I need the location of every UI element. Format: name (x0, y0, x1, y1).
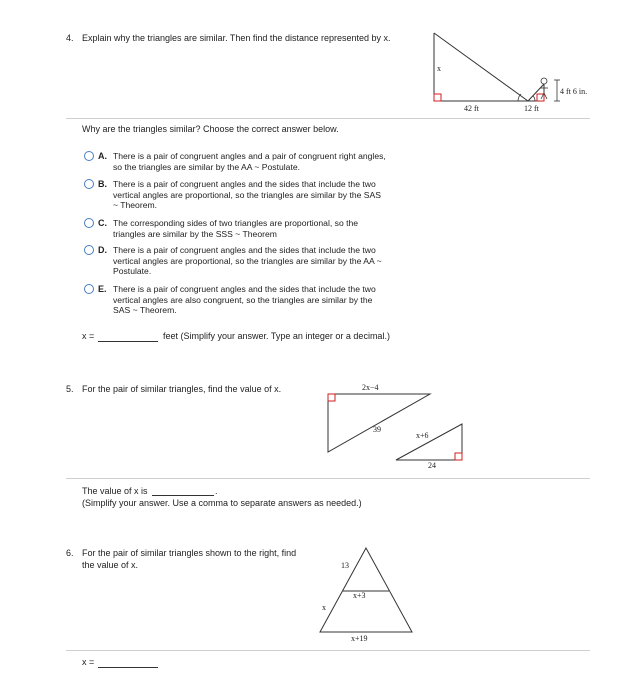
q4-angle-arc-2 (533, 96, 535, 101)
q4-option-b-line-2: vertical angles are proportional, so the triangles are similar by the SAS (113, 189, 381, 200)
q6-label-x: x (322, 603, 326, 612)
q6-prompt-line-1: For the pair of similar triangles shown to the right, find (82, 548, 297, 558)
q4-option-d-line-2: vertical angles are proportional, so the triangles are similar by the AA ~ (113, 255, 382, 266)
q5-label-hyp: 39 (373, 425, 381, 434)
q4-option-a-letter: A. (98, 151, 107, 161)
q4-option-e-text[interactable] (113, 284, 376, 316)
q4-option-e-line-2: vertical angles are also congruent, so the triangles are similar by the (113, 294, 373, 305)
q5-figure (320, 380, 470, 472)
q5-answer-label: The value of x is (82, 486, 148, 496)
q4-label-42ft: 42 ft (464, 104, 479, 113)
q4-right-angle-left (434, 94, 441, 101)
q6-prompt-line-2: the value of x. (82, 559, 139, 570)
q6-prompt (82, 548, 296, 571)
q5-answer-input[interactable] (152, 495, 214, 496)
q4-option-c-radio[interactable] (84, 218, 94, 228)
q4-option-a-text[interactable] (113, 151, 386, 172)
q6-answer-input[interactable] (98, 667, 158, 668)
q4-subprompt: Why are the triangles similar? Choose the correct answer below. (82, 124, 339, 134)
q5-answer-hint: (Simplify your answer. Use a comma to separate answers as needed.) (82, 498, 362, 508)
q4-number: 4. (66, 33, 74, 43)
q4-option-b-text[interactable] (113, 179, 381, 211)
q4-option-d-line-1: There is a pair of congruent angles and the sides that include the two (113, 245, 376, 255)
q4-option-d-text[interactable] (113, 245, 382, 277)
q4-person-head (541, 78, 547, 84)
q4-option-d-radio[interactable] (84, 245, 94, 255)
q4-option-a-line-1: There is a pair of congruent angles and a pair of congruent right angles, (113, 151, 386, 161)
q6-label-13: 13 (341, 561, 349, 570)
q4-label-height: 4 ft 6 in. (560, 87, 588, 96)
q5-right-angle-small (455, 453, 462, 460)
q6-answer-label: x = (82, 657, 95, 667)
q4-label-x: x (437, 64, 441, 73)
q4-option-b-radio[interactable] (84, 179, 94, 189)
q4-option-c-letter: C. (98, 218, 107, 228)
q4-option-d-letter: D. (98, 245, 107, 255)
q4-option-e-radio[interactable] (84, 284, 94, 294)
q4-option-e-letter: E. (98, 284, 107, 294)
q4-prompt: Explain why the triangles are similar. Then find the distance represented by x. (82, 33, 391, 43)
q4-option-b-line-3: ~ Theorem. (113, 200, 158, 211)
q5-label-top: 2x−4 (362, 383, 379, 392)
q6-number: 6. (66, 548, 74, 558)
q4-option-d-line-3: Postulate. (113, 266, 152, 277)
q6-divider (66, 650, 590, 651)
q5-answer-end: . (215, 486, 218, 496)
q5-small-triangle (396, 424, 462, 460)
q5-right-angle-large (328, 394, 335, 401)
q6-figure (310, 544, 422, 644)
q5-prompt: For the pair of similar triangles, find the value of x. (82, 384, 282, 394)
q6-label-base: x+19 (351, 634, 368, 643)
q4-option-e-line-3: SAS ~ Theorem. (113, 305, 177, 316)
q4-large-hypotenuse (434, 33, 528, 101)
q4-answer-label: x = (82, 331, 95, 341)
q4-label-12ft: 12 ft (524, 104, 539, 113)
q5-label-bottom: 24 (428, 461, 436, 470)
q5-label-right: x+6 (416, 431, 429, 440)
q4-answer-input[interactable] (98, 341, 158, 342)
q4-option-e-line-1: There is a pair of congruent angles and the sides that include the two (113, 284, 376, 294)
q5-large-triangle (328, 394, 430, 452)
q4-option-c-line-1: The corresponding sides of two triangles are proportional, so the (113, 218, 359, 228)
q4-answer-hint: feet (Simplify your answer. Type an integer or a decimal.) (163, 331, 390, 341)
q4-option-b-line-1: There is a pair of congruent angles and the sides that include the two (113, 179, 376, 189)
q4-figure (420, 28, 590, 118)
q4-option-a-radio[interactable] (84, 151, 94, 161)
q6-large-triangle (320, 548, 412, 632)
q4-option-c-text[interactable] (113, 218, 358, 239)
q5-divider (66, 478, 590, 479)
q4-option-c-line-2: triangles are similar by the SSS ~ Theorem (113, 228, 277, 239)
q4-option-a-line-2: so the triangles are similar by the AA ~ Postulate. (113, 161, 301, 172)
q4-divider (66, 118, 590, 119)
q5-number: 5. (66, 384, 74, 394)
q6-label-mid: x+3 (353, 591, 366, 600)
q4-option-b-letter: B. (98, 179, 107, 189)
